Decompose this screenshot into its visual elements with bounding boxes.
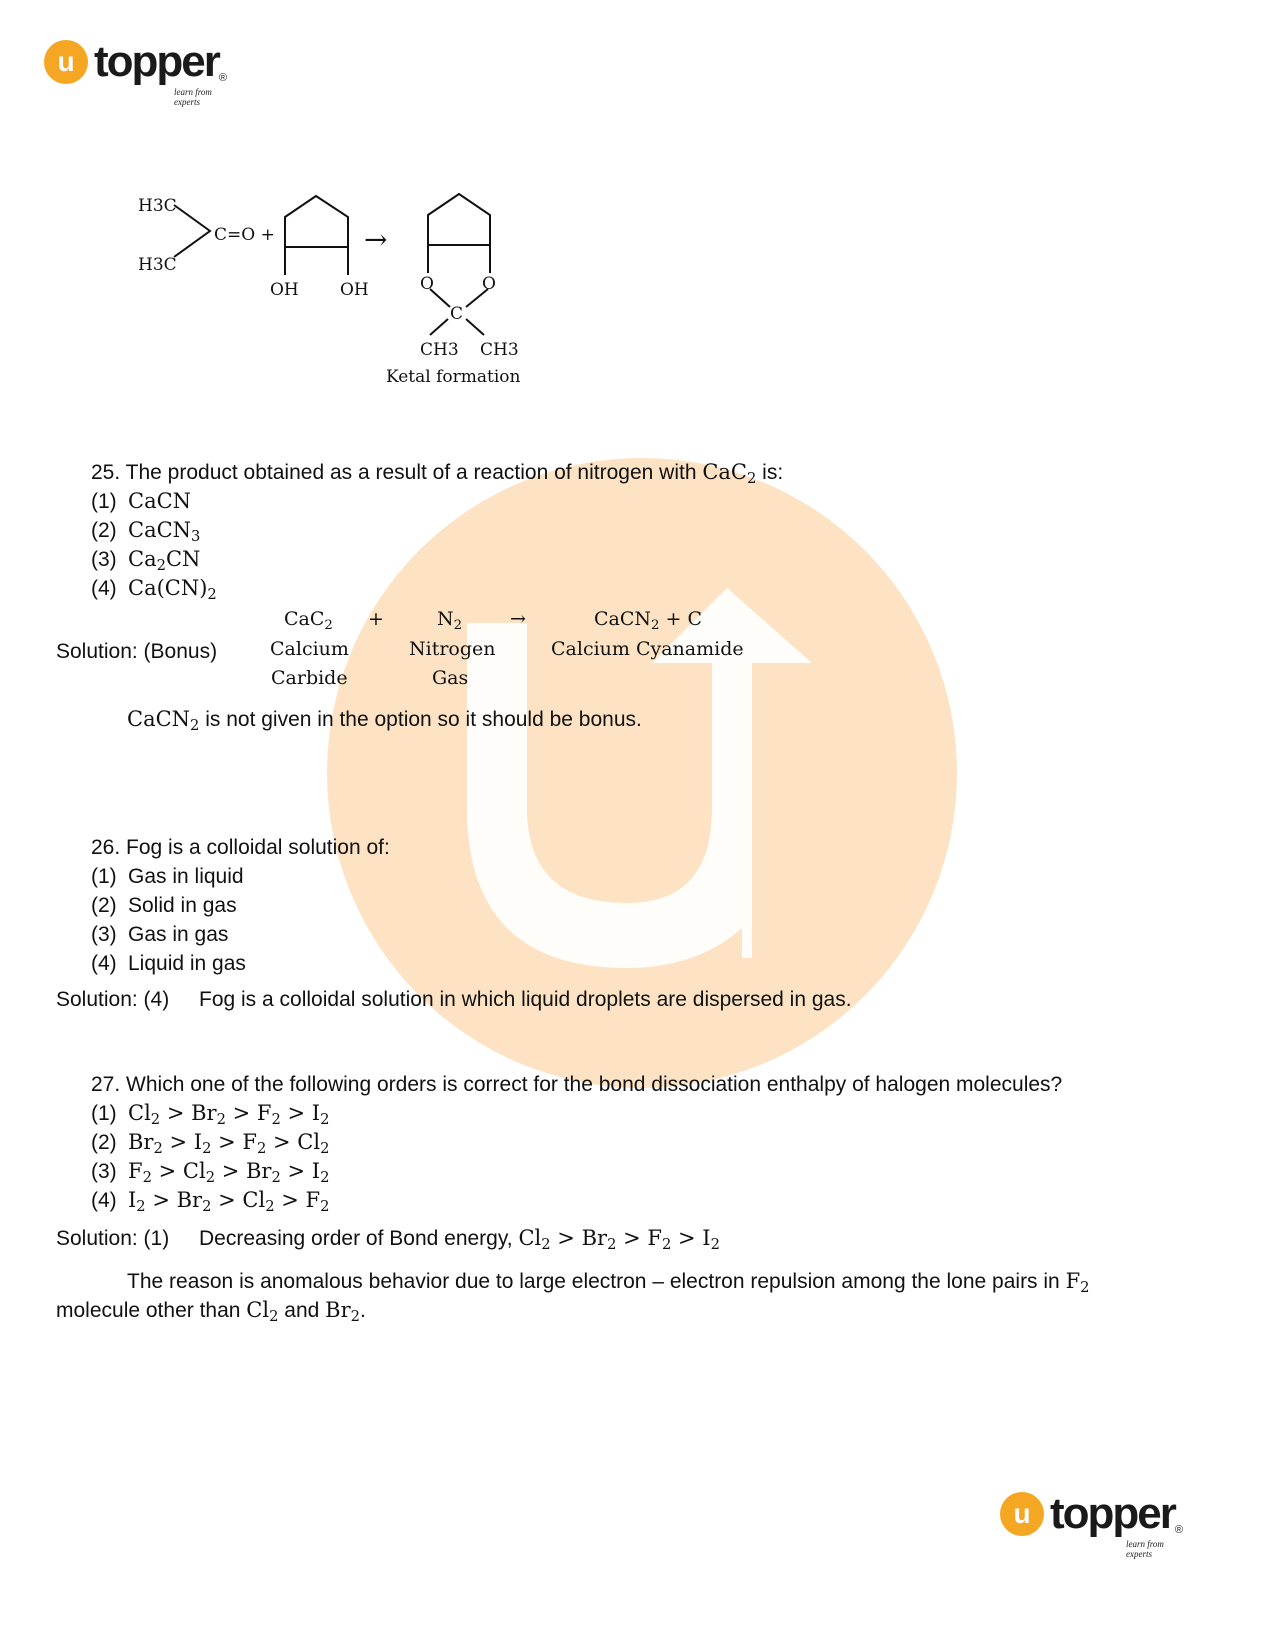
q27-option-2: (2) $Br_2 > I_2 > F_2 > Cl_2$ — [91, 1130, 330, 1157]
eq-name1-a: Calcium — [270, 638, 349, 660]
q25-option-2: (2) CaCN$_3$ — [91, 518, 201, 545]
footer-logo-u-icon — [1000, 1492, 1044, 1536]
header-logo — [44, 37, 227, 107]
q27-option-1: (1) $Cl_2 > Br_2 > F_2 > I_2$ — [91, 1101, 330, 1128]
logo-wordmark: topper — [94, 37, 219, 86]
q27-option-4: (4) $I_2 > Br_2 > Cl_2 > F_2$ — [91, 1188, 330, 1215]
eq-arrow: → — [510, 608, 526, 630]
eq-product: CaCN$_2$ + C — [594, 608, 703, 633]
q27-stem: 27. Which one of the following orders is correct for the bond dissociation enthalpy of halogen molecules? — [91, 1073, 1063, 1096]
eq-reactant2: $N_2$ — [437, 608, 463, 633]
logo-tagline: learn from experts — [174, 87, 212, 107]
question-27 — [91, 1070, 1062, 1215]
q26-option-1: (1) Gas in liquid — [91, 865, 244, 888]
eq-reactant1: CaC$_2$ — [284, 608, 333, 633]
q27-solution-text: Decreasing order of Bond energy, — [199, 1227, 519, 1250]
footer-registered-mark: ® — [1174, 1524, 1183, 1536]
footer-logo — [1000, 1489, 1183, 1559]
q27-option-3: (3) $F_2 > Cl_2 > Br_2 > I_2$ — [91, 1159, 330, 1186]
oh-left-label: OH — [270, 280, 299, 300]
reaction-arrow: → — [364, 223, 388, 256]
cyclopentane-right-ring — [428, 194, 490, 245]
c-center-label: C — [450, 304, 464, 324]
q26-stem: 26. Fog is a colloidal solution of: — [91, 836, 390, 859]
eq-name3: Calcium Cyanamide — [551, 638, 744, 660]
q26-solution — [56, 985, 852, 1014]
eq-name2-a: Nitrogen — [409, 638, 496, 660]
question-25 — [91, 458, 783, 603]
h3c-bottom-label: H3C — [138, 255, 177, 275]
q25-stem: 25. The product obtained as a result of a reaction of nitrogen with CaC$_2$ is: — [91, 460, 784, 487]
registered-mark: ® — [218, 72, 227, 84]
footer-logo-tagline: learn from experts — [1126, 1539, 1164, 1559]
oh-right-label: OH — [340, 280, 369, 300]
q26-option-3: (3) Gas in gas — [91, 923, 229, 946]
q27-reason: The reason is anomalous behavior due to large electron – electron repulsion among the lone pairs in $F_2$ molecule other than $Cl_2$ and $Br_2$. — [56, 1269, 1090, 1325]
q27-solution — [56, 1224, 720, 1253]
q26-solution-text: Fog is a colloidal solution in which liquid droplets are dispersed in gas. — [199, 988, 852, 1011]
q26-solution-label: Solution: (4) — [56, 988, 170, 1011]
ch3-left-label: CH3 — [420, 340, 459, 360]
carbonyl-label: C=O + — [214, 225, 275, 245]
svg-text:u: u — [1013, 1498, 1031, 1529]
o-left-label: O — [420, 274, 434, 294]
q25-solution-label: Solution: (Bonus) — [56, 640, 218, 663]
q25-option-3: (3) $Ca_2CN$ — [91, 547, 201, 574]
q26-option-4: (4) Liquid in gas — [91, 952, 246, 975]
eq-name1-b: Carbide — [271, 667, 348, 689]
q25-note: CaCN$_2$ is not given in the option so it should be bonus. — [127, 707, 642, 734]
q25-option-1: (1) CaCN — [91, 489, 192, 513]
question-26 — [91, 833, 390, 978]
q25-equation — [270, 608, 770, 698]
h3c-top-label: H3C — [138, 196, 177, 216]
o-right-label: O — [482, 274, 496, 294]
q27-solution-label: Solution: (1) — [56, 1227, 170, 1250]
eq-name2-b: Gas — [432, 667, 469, 689]
footer-logo-wordmark: topper — [1050, 1489, 1175, 1538]
eq-plus: + — [368, 608, 384, 630]
ketal-formation-diagram — [130, 185, 550, 395]
acetone-bonds — [174, 205, 210, 257]
q25-option-4: (4) $Ca(CN)_2$ — [91, 576, 217, 603]
svg-text:u: u — [57, 46, 75, 77]
ch3-right-label: CH3 — [480, 340, 519, 360]
q26-option-2: (2) Solid in gas — [91, 894, 237, 917]
q27-solution-order: $Cl_2 > Br_2 > F_2 > I_2$ — [518, 1226, 720, 1253]
cyclopentane-left-ring — [285, 196, 348, 247]
diagram-caption: Ketal formation — [386, 367, 521, 387]
logo-u-icon — [44, 40, 88, 84]
